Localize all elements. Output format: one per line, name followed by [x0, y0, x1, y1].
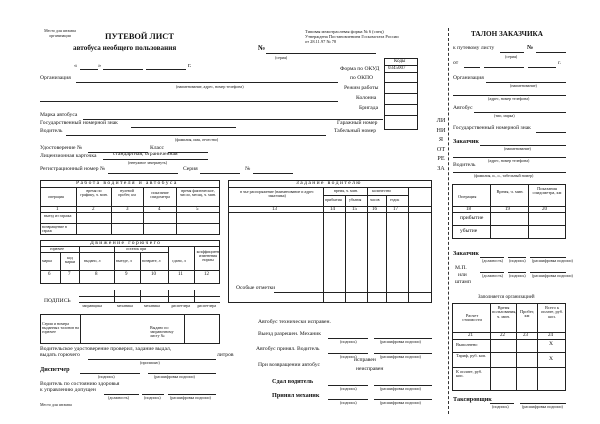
form-reference-1: Типовая межотраслевая форма № 6 (спец) — [305, 29, 384, 34]
talon-tax-decoding-caption: (расшифровка подписи) — [522, 404, 563, 409]
talon-year: г. — [558, 60, 562, 66]
talon-col-operation: Операция — [458, 194, 477, 199]
stamp-place-bottom: Место для штампа — [40, 402, 72, 407]
fuel-table-title: Движение горючего — [90, 240, 162, 246]
task-time-label: время, ч. мин. — [334, 188, 358, 193]
license-card-label: Лицензионная карточка — [40, 153, 97, 159]
talon-row-done: Выполнено — [456, 342, 478, 347]
form-reference-2: Утверждена Постановлением Госкомстата России — [305, 34, 399, 39]
talon-bus-label: Автобус — [453, 105, 473, 111]
work-num-4: 4 — [158, 207, 161, 212]
task-qty-label: количество — [372, 188, 392, 193]
work-table-title: Работа водителя и автобуса — [76, 180, 178, 186]
talon-driver-caption: (фамилия, и., о., табельный номер) — [474, 173, 534, 178]
organization-caption: (наименование, адрес, номер телефона) — [176, 84, 244, 89]
garage-number-label: Гаражный номер — [337, 120, 378, 126]
talon-row-departure: убытие — [460, 228, 478, 234]
task-col-trips: ездок — [390, 197, 400, 202]
talon-col-work-time: Время пользования, ч. мин. — [492, 305, 517, 319]
task-num-17: 17 — [393, 207, 398, 212]
dispatcher-label: Диспетчер — [40, 366, 70, 373]
talon-mp-decoding-caption: (расшифровка подписи) — [532, 273, 573, 278]
fuel-signature-label: ПОДПИСЬ — [44, 298, 71, 304]
liters-label: литров — [217, 352, 234, 358]
no-label: № — [245, 166, 251, 172]
task-col-arrival: прибытия — [325, 197, 342, 202]
talon-taxation-label: Таксировщик — [453, 396, 492, 403]
fuel-num-10: 10 — [151, 272, 156, 277]
accepted-sign-caption: (подпись) — [340, 354, 357, 359]
work-num-3: 3 — [126, 207, 129, 212]
fuel-col-brand: марка — [42, 258, 52, 263]
driver-caption: (фамилия, имя, отчество) — [175, 137, 219, 142]
work-num-1: 1 — [56, 207, 59, 212]
talon-org-addr-caption: (адрес, номер телефона) — [488, 96, 530, 101]
talon-from: от — [453, 60, 459, 66]
tech-ok-text: Автобус технически исправен. — [258, 319, 331, 325]
fuel-remain-label: остаток при — [126, 246, 147, 251]
dispatcher-sign-caption: (подпись) — [98, 374, 115, 379]
fuel-num-11: 11 — [178, 272, 183, 277]
talon-mp-position-caption: (должность) — [482, 273, 503, 278]
talon-bus-caption: (тип, марка) — [494, 113, 515, 118]
brigade-label: Бригада — [359, 105, 379, 111]
talon-col-speedometer: Показания спидометра, км — [532, 186, 562, 196]
talon-num-20: 20 — [542, 207, 547, 212]
task-num-15: 15 — [352, 207, 357, 212]
talon-num-23: 23 — [523, 333, 528, 338]
accepted-decoding-caption: (расшифровка подписи) — [380, 354, 421, 359]
reg-number-label: Государственный номерной знак — [40, 120, 118, 126]
work-col-actual-time: время фактическое, число, месяц, ч. мин. — [180, 188, 216, 197]
column-label: Колонна — [356, 95, 377, 101]
talon-to-sheet: к путевому листу — [453, 45, 495, 51]
cert-checked-text: Водительское удостоверение проверил, задание выдал, — [40, 346, 172, 352]
health-position-caption: (должность) — [108, 395, 129, 400]
driver-health-text: Водитель по состоянию здоровья — [40, 381, 120, 387]
remarks-label: Особые отметки — [236, 285, 276, 291]
work-col-schedule: время по графику, ч. мин. — [80, 188, 108, 197]
talon-col-time: Время, ч. мин. — [496, 189, 524, 194]
fuel-wrote-label: Выдано по заправочному листу № — [150, 325, 174, 338]
reg-no-label: Регистрационный номер № — [40, 166, 106, 172]
talon-filled-by: Заполняется организацией — [478, 295, 535, 300]
accepted-text: Автобус принял. Водитель — [256, 346, 320, 352]
tabel-number-label: Табельный номер — [334, 128, 377, 134]
page-subtitle: автобуса необщего пользования — [73, 44, 177, 52]
fuel-num-7: 7 — [68, 272, 71, 277]
on-return-text: При возвращении автобус — [258, 362, 320, 368]
talon-driver-label: Водитель — [453, 162, 476, 168]
exit-decoding-caption: (расшифровка подписи) — [380, 339, 421, 344]
task-table-title: Задание водителю — [296, 180, 362, 186]
talon-series-caption: (серия) — [505, 54, 518, 59]
talon-col-probeg: Пробег, км — [519, 309, 535, 319]
fuel-col-coef: коэффициент изменения нормы — [196, 249, 220, 262]
received-decoding-caption: (расшифровка подписи) — [380, 400, 421, 405]
work-row-return: возвращение в гараж — [42, 224, 67, 233]
talon-row-done-x: X — [549, 341, 554, 347]
talon-mp: М.П. — [455, 265, 467, 271]
talon-reg-label: Государственный номерной знак — [453, 125, 531, 131]
exit-sign-caption: (подпись) — [340, 339, 357, 344]
form-reference-3: от 28.11.97 № 78 — [305, 39, 337, 44]
number-sign: № — [258, 44, 266, 52]
task-num-16: 16 — [372, 207, 377, 212]
talon-num-19: 19 — [505, 207, 510, 212]
talon-customer-caption: (наименование) — [504, 146, 531, 151]
talon-title: ТАЛОН ЗАКАЗЧИКА — [471, 30, 543, 38]
task-num-14: 14 — [330, 207, 335, 212]
codes-title: Коды — [394, 59, 406, 64]
work-col-operation: операция — [48, 194, 64, 199]
talon-row-tariff-x: X — [549, 356, 554, 362]
cut-line — [448, 28, 449, 414]
fuel-num-9: 9 — [125, 272, 128, 277]
fuel-num-6: 6 — [48, 272, 51, 277]
allowed-text: к управлению допущен — [40, 387, 96, 393]
written-caption: (прописью) — [140, 360, 160, 365]
series-label: Серия — [183, 166, 198, 172]
talon-customer-label: Заказчик — [453, 138, 479, 145]
fuel-num-8: 8 — [95, 272, 98, 277]
mode-label: Режим работы — [344, 85, 379, 91]
class-label: Класс — [150, 145, 164, 151]
status-faulty: неисправен — [356, 366, 384, 372]
talon-or: или — [458, 272, 467, 278]
talon-cust-position-caption: (должность) — [482, 258, 503, 263]
talon-num-18: 18 — [466, 207, 471, 212]
fuel-issued-text: выдать горючего — [40, 352, 80, 358]
talon-row-arrival: прибытие — [460, 215, 484, 221]
series-caption: (серия) — [275, 55, 288, 60]
okud-value: 0345007 — [388, 66, 406, 71]
received-mech-label: Принял механик — [272, 392, 320, 399]
date-close-quote: » — [98, 62, 102, 69]
talon-number-sign: № — [527, 44, 534, 51]
date-open-quote: « — [74, 62, 78, 69]
talon-org-label: Организация — [453, 75, 484, 81]
date-year: г. — [188, 62, 192, 69]
fuel-sign-refueler: заправщика — [82, 303, 102, 308]
talon-cust-decoding-caption: (расшифровка подписи) — [532, 258, 573, 263]
handed-driver-label: Сдал водитель — [272, 378, 314, 385]
okpo-label: по ОКПО — [350, 75, 374, 81]
talon-row-tariff: Тариф, руб. коп. — [456, 353, 487, 358]
fuel-talons-label: Серии и номера выданных талонов на горючее — [42, 321, 79, 334]
fuel-num-12: 12 — [204, 272, 209, 277]
okud-label: Форма по ОКУД — [340, 66, 380, 72]
task-col-hours: часов — [370, 197, 380, 202]
work-row-out: выезд из гаража — [44, 213, 72, 218]
health-decoding-caption: (расшифровка подписи) — [170, 395, 211, 400]
dispatcher-decoding-caption: (расшифровка подписи) — [154, 374, 195, 379]
fuel-col-handed: сдано, л — [172, 258, 186, 263]
talon-cust-sign-caption: (подпись) — [509, 258, 526, 263]
page-title: ПУТЕВОЙ ЛИСТ — [105, 32, 174, 41]
talon-customer-addr-caption: (адрес, номер телефона) — [488, 158, 530, 163]
talon-row-pay: К оплате, руб. коп. — [456, 369, 483, 379]
status-good: исправен — [354, 357, 376, 363]
work-num-5: 5 — [196, 207, 199, 212]
talon-cust-sign-label: Заказчик — [453, 250, 479, 257]
work-col-zero-run: нулевой пробег, км — [118, 188, 136, 197]
talon-num-22: 22 — [500, 333, 505, 338]
work-num-2: 2 — [92, 207, 95, 212]
license-card-value: стандартная, ограниченная — [113, 151, 178, 157]
task-col-disposal: в чье распоряжение (наименование и адрес заказчика) — [240, 189, 314, 198]
fuel-sign-mechanic-2: механика — [144, 303, 160, 308]
fuel-col-code: код марки — [64, 255, 76, 264]
talon-col-calc: Расчет стоимости — [462, 313, 482, 323]
talon-org-caption: (наименование) — [510, 83, 537, 88]
fuel-col-out-remain: выезде, л — [116, 258, 132, 263]
health-sign-caption: (подпись) — [144, 395, 161, 400]
task-num-13: 13 — [272, 207, 277, 212]
fuel-col-return-remain: возврате, л — [142, 258, 161, 263]
talon-num-21: 21 — [468, 333, 473, 338]
cut-line-label: ЛИНИЯ ОТРЕЗА — [436, 117, 446, 173]
talon-mp-sign-caption: (подпись) — [509, 273, 526, 278]
fuel-col-issued: выдано, л — [84, 258, 101, 263]
fuel-sign-dispatcher-1: диспетчера — [171, 303, 191, 308]
talon-col-total: Всего к оплате, руб. коп. — [540, 305, 564, 319]
task-col-departure: убытия — [349, 197, 362, 202]
fuel-sign-dispatcher-2: диспетчера — [197, 303, 217, 308]
stamp-place-label: Место для штампа организации — [44, 28, 76, 39]
handed-sign-caption: (подпись) — [340, 386, 357, 391]
license-caption: (ненужное зачеркнуть) — [128, 160, 168, 165]
organization-label: Организация — [40, 75, 71, 81]
fuel-label: горючее — [50, 246, 64, 251]
bus-brand-label: Марка автобуса — [40, 112, 78, 118]
talon-stamp: штамп — [455, 279, 471, 285]
talon-tax-sign-caption: (подпись) — [492, 404, 509, 409]
certificate-label: Удостоверение № — [40, 145, 83, 151]
work-col-speedometer: показание спидометра — [150, 190, 170, 199]
exit-allowed-text: Выезд разрешен. Механик — [258, 331, 321, 337]
handed-decoding-caption: (расшифровка подписи) — [380, 386, 421, 391]
talon-num-24: 24 — [548, 333, 553, 338]
driver-label: Водитель — [40, 128, 63, 134]
fuel-sign-mechanic-1: механика — [117, 303, 133, 308]
received-sign-caption: (подпись) — [340, 400, 357, 405]
